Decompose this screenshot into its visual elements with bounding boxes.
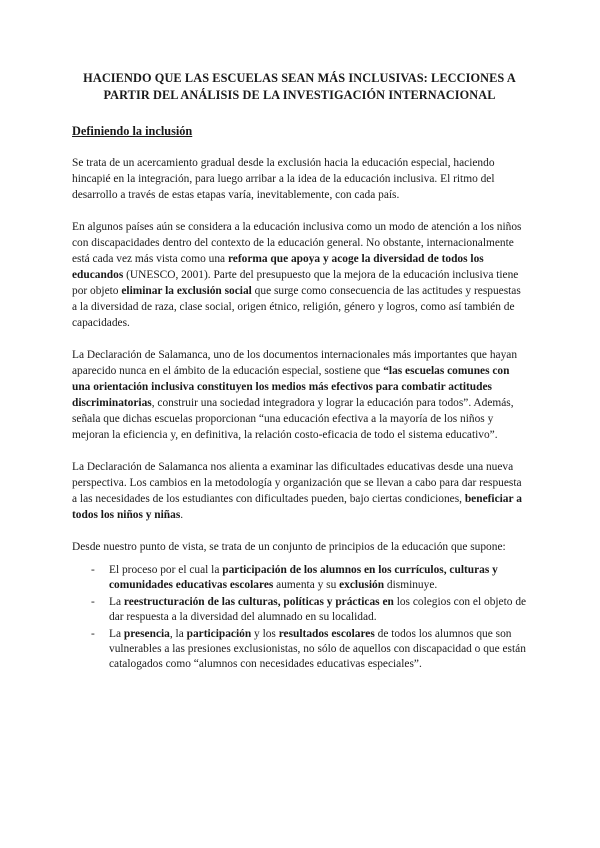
paragraph-2: En algunos países aún se considera a la educación inclusiva como un modo de atención a los niños con discapacidades dentro del contexto de la educación general. No obstante, internacionalmente está cada vez más vista como una reforma que apoya y acoge la diversidad de todos los educandos (UNESCO, 2001). Parte del presupuesto que la mejora de la educación inclusiva tiene por objeto eliminar la exclusión social que surge como consecuencia de las actitudes y respuestas a la diversidad de raza, clase social, origen étnico, religión, género y logros, como así también de capacidades. xyxy=(72,221,522,329)
emphasis: beneficiar a todos los niños y niñas xyxy=(72,493,522,521)
emphasis: “las escuelas comunes con una orientación inclusiva constituyen los medios más efectivos para combatir actitudes discriminatorias xyxy=(72,365,510,409)
list-dash: - xyxy=(91,628,95,640)
document-title xyxy=(72,70,527,104)
paragraph-5: Desde nuestro punto de vista, se trata de un conjunto de principios de la educación que supone: xyxy=(72,541,506,553)
section-heading: Definiendo la inclusión xyxy=(72,124,193,138)
paragraph-3: La Declaración de Salamanca, uno de los documentos internacionales más importantes que hayan aparecido nunca en el ámbito de la educación especial, sostiene que “las escuelas comunes con una orientación inclusiva constituyen los medios más efectivos para combatir actitudes discriminatorias, construir una sociedad integradora y lograr la educación para todos”. Además, señala que dichas escuelas proporcionan “una educación efectiva a la mayoría de los niños y mejoran la eficiencia y, en definitiva, la relación costo-eficacia de todo el sistema educativo”. xyxy=(72,349,518,441)
list-dash: - xyxy=(91,564,95,576)
list-item: - La presencia, la participación y los resultados escolares de todos los alumnos que son vulnerables a las presiones exclusionistas, no sólo de aquellos con discapacidad o que están catalogados como “alumnos con necesidades educativas especiales”. xyxy=(91,628,526,670)
paragraph-4: La Declaración de Salamanca nos alienta a examinar las dificultades educativas desde una nueva perspectiva. Los cambios en la metodología y organización que se llevan a cabo para dar respuesta a las necesidades de los estudiantes con dificultades pueden, bajo ciertas condiciones, beneficiar a todos los niños y niñas. xyxy=(72,461,522,521)
emphasis: reforma que apoya y acoge la diversidad de todos los educandos xyxy=(72,253,484,281)
title-line-2: PARTIR DEL ANÁLISIS DE LA INVESTIGACIÓN INTERNACIONAL xyxy=(103,88,496,102)
list-item: - El proceso por el cual la participación de los alumnos en los currículos, culturas y comunidades educativas escolares aumenta y su exclusión disminuye. xyxy=(91,564,498,591)
paragraph-1: Se trata de un acercamiento gradual desde la exclusión hacia la educación especial, haciendo hincapié en la integración, para luego arribar a la idea de la educación inclusiva. El ritmo del desarrollo a través de estas etapas varía, inevitablemente, con cada país. xyxy=(72,157,495,201)
principles-list xyxy=(72,563,527,672)
list-dash: - xyxy=(91,596,95,608)
list-item: - La reestructuración de las culturas, políticas y prácticas en los colegios con el objeto de dar respuesta a la diversidad del alumnado en su localidad. xyxy=(91,596,527,623)
title-line-1: HACIENDO QUE LAS ESCUELAS SEAN MÁS INCLUSIVAS: LECCIONES A xyxy=(83,71,516,85)
emphasis: eliminar la exclusión social xyxy=(121,285,252,297)
